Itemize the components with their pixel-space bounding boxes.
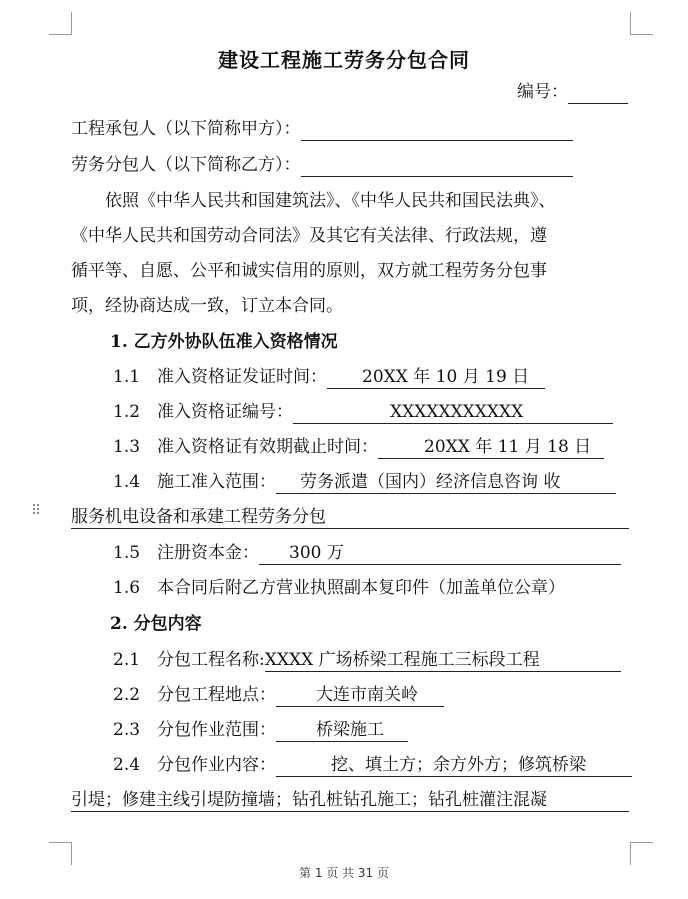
item-1-4-value-1[interactable]: 劳务派遣（国内）经济信息咨询 收 [276, 471, 616, 494]
item-1-4-label: 1.4 施工准入范围： [113, 472, 277, 492]
party-a-label: 工程承包人（以下简称甲方）： [71, 119, 301, 139]
margin-mark-top-right [630, 12, 653, 35]
contract-number-line [517, 80, 628, 104]
preamble-line-4: 项，经协商达成一致，订立本合同。 [71, 296, 343, 316]
party-b-field[interactable] [301, 176, 573, 177]
item-1-3 [113, 435, 604, 459]
preamble-line-1: 依照《中华人民共和国建筑法》、《中华人民共和国民法典》、 [105, 191, 556, 211]
item-1-1-value[interactable]: 20XX 年 10 月 19 日 [327, 366, 545, 389]
item-2-4-cont [71, 788, 629, 812]
item-2-1-value[interactable]: XXXX 广场桥梁工程施工三标段工程 [265, 649, 621, 672]
section2-heading: 2. 分包内容 [110, 614, 202, 634]
item-1-2 [113, 400, 613, 424]
item-1-2-value[interactable]: XXXXXXXXXXX [293, 401, 613, 424]
item-1-3-value[interactable]: 20XX 年 11 月 18 日 [378, 436, 604, 459]
item-1-4 [113, 470, 616, 494]
item-2-1 [113, 648, 621, 672]
item-1-5 [113, 541, 621, 565]
item-2-3-value[interactable]: 桥梁施工 [276, 719, 408, 742]
party-a-line [71, 117, 573, 141]
item-2-4 [113, 753, 632, 777]
item-1-3-label: 1.3 准入资格证有效期截止时间： [113, 437, 379, 457]
item-2-3 [113, 718, 408, 742]
party-b-label: 劳务分包人（以下简称乙方）： [71, 155, 301, 175]
drag-handle-icon[interactable]: ⠿ [31, 503, 41, 519]
margin-mark-bottom-right [630, 842, 653, 865]
item-1-6: 1.6 本合同后附乙方营业执照副本复印件（加盖单位公章） [113, 578, 566, 598]
item-2-2-label: 2.2 分包工程地点： [113, 685, 277, 705]
margin-mark-top-left [49, 12, 72, 35]
document-title: 建设工程施工劳务分包合同 [218, 48, 470, 72]
item-2-2-value[interactable]: 大连市南关岭 [276, 684, 444, 707]
party-b-line [71, 153, 573, 177]
contract-number-label: 编号： [517, 82, 568, 102]
item-1-5-value[interactable]: 300 万 [259, 542, 621, 565]
item-2-4-value-2[interactable]: 引堤；修建主线引堤防撞墙；钻孔桩钻孔施工；钻孔桩灌注混凝 [71, 789, 629, 812]
item-1-4-cont [71, 505, 629, 529]
item-2-1-label: 2.1 分包工程名称: [113, 650, 265, 670]
margin-mark-bottom-left [49, 842, 72, 865]
item-1-1 [113, 365, 545, 389]
party-a-field[interactable] [301, 140, 573, 141]
item-2-2 [113, 683, 444, 707]
contract-number-field[interactable] [568, 103, 628, 104]
item-1-1-label: 1.1 准入资格证发证时间： [113, 367, 328, 387]
item-1-5-label: 1.5 注册资本金： [113, 543, 260, 563]
item-1-4-value-2[interactable]: 服务机电设备和承建工程劳务分包 [71, 506, 629, 529]
item-1-2-label: 1.2 准入资格证编号： [113, 402, 294, 422]
page-footer: 第 1 页 共 31 页 [299, 866, 389, 880]
section1-heading: 1. 乙方外协队伍准入资格情况 [110, 332, 338, 352]
item-2-3-label: 2.3 分包作业范围： [113, 720, 277, 740]
item-2-4-label: 2.4 分包作业内容： [113, 755, 277, 775]
item-2-4-value-1[interactable]: 挖、填土方；余方外方；修筑桥梁 [276, 754, 632, 777]
preamble-line-3: 循平等、自愿、公平和诚实信用的原则，双方就工程劳务分包事 [71, 261, 547, 281]
preamble-line-2: 《中华人民共和国劳动合同法》及其它有关法律、行政法规，遵 [71, 226, 547, 246]
